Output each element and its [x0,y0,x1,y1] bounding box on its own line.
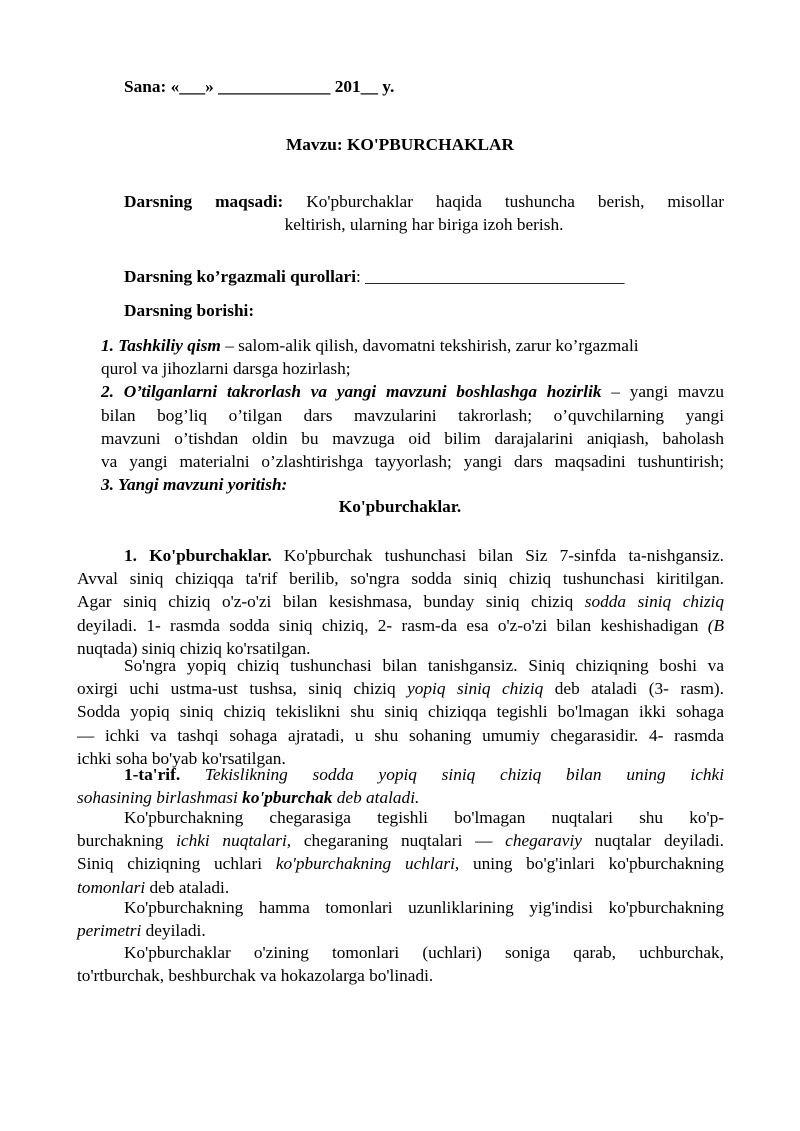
p1-line-4 [77,614,724,637]
step-2-text: – yangi mavzu [601,382,724,402]
p2-line-3: Sodda yopiq siniq chiziq tekislikni shu siniq chiziqqa tegishli bo'lmagan ikki sohaga [77,702,724,722]
step-3-title: 3. Yangi mavzuni yoritish: [101,475,288,495]
p3-text-2c: chegaraning nuqtalari — [291,831,506,851]
step-1-line-2: qurol va jihozlarni darsga hozirlash; [101,359,351,379]
p3-term-interior-points: ichki nuqtalari, [176,831,292,851]
equipment-blank: : ______________________________ [356,267,625,286]
paragraph-3 [77,806,724,899]
def-line-1 [77,763,724,786]
p4-text-2b: deyiladi. [141,921,206,941]
paragraph-1 [77,544,724,660]
p3-line-3 [77,852,724,875]
p2-line-4: — ichki va tashqi sohaga ajratadi, u shu sohaning umumiy chegarasidir. 4- rasmda [77,725,724,745]
p4-term-perimeter: perimetri [77,921,142,941]
p5-line-2: to'rtburchak, beshburchak va hokazolarga bo'linadi. [77,966,434,986]
p1-line-3 [77,590,724,613]
goal-line-2: keltirish, ularning har biriga izoh berish. [284,215,564,235]
p4-line-2 [77,919,724,942]
step-2-title: 2. O’tilganlarni takrorlash va yangi mavzuni boshlashga hozirlik [101,382,602,402]
date-line [124,77,394,97]
p2-line-2 [77,677,724,700]
goal-text-1: Ko'pburchaklar haqida tushuncha berish, misollar [306,192,724,211]
p1-text-5b: siniq chiziq ko'rsatilgan. [137,638,311,658]
p1-term-simple-polyline: sodda siniq chiziq [584,592,724,612]
step-1-text: – salom-alik qilish, davomatni tekshirish, zarur ko’rgazmali [220,336,639,355]
step-2-line-1 [101,380,724,403]
step-1-line-1 [101,334,724,357]
p1-lead: 1. Ko'pburchaklar. [124,546,272,565]
step-2-line-4: va yangi materialni o’zlashtirishga tayyorlash; yangi dars maqsadini tushuntirish; [101,451,724,471]
p1-text-5a: nuqtada) [77,638,138,658]
paragraph-5 [77,941,724,987]
p4-line-1: Ko'pburchakning hamma tomonlari uzunliklarining yig'indisi ko'pburchakning [124,898,724,917]
p3-text-2e: nuqtalar deyiladi. [581,831,725,851]
p2-term-closed-polyline: yopiq siniq chiziq [407,679,544,699]
section-title: Ko'pburchaklar. [338,497,462,516]
p1-text-4a: deyiladi. 1- rasmda sodda siniq chiziq, 2- rasm-da esa o'z-o'zi bilan keshishadigan [77,615,708,635]
p1-text-4b: (B [707,615,724,635]
paragraph-2 [77,654,724,770]
p5-line-1: Ko'pburchaklar o'zining tomonlari (uchlari) soniga qarab, uchburchak, [124,943,724,962]
step-2-line-2: bilan bog’liq o’tilgan dars mavzularini takrorlash; o’quvchilarning yangi [101,405,724,425]
goal-label: Darsning maqsadi: [124,192,284,211]
p3-text-4b: deb ataladi. [145,877,230,897]
definition-1 [77,763,724,809]
p1-line-1 [77,544,724,567]
p3-text-3c: uning bo'g'inlari ko'pburchakning [459,854,724,874]
paragraph-4 [77,896,724,942]
def-text-1: Tekislikning sodda yopiq siniq chiziq bilan uning ichki [204,765,725,784]
topic-line [0,135,800,155]
step-2-line-3: mavzuni o’tishdan oldin bu mavzuga oid bilim darajalarini aniqiash, baholash [101,428,724,448]
p1-line-2: Avval siniq chiziqqa ta'rif berilib, so'ngra sodda siniq chiziq tushunchasi kiritilgan. [77,569,724,589]
goal-line-1 [124,190,724,213]
step-1-title: 1. Tashkiliy qism [101,336,221,355]
lesson-goal [124,190,724,236]
p2-line-1: So'ngra yopiq chiziq tushunchasi bilan tanishgansiz. Siniq chiziqning boshi va [124,656,724,675]
p1-text-1: Ko'pburchak tushunchasi bilan Siz 7-sinfda ta-nishgansiz. [271,546,724,565]
def-text-2a: sohasining birlashmasi [77,788,243,808]
p2-text-2c: deb ataladi (3- rasm). [543,679,724,699]
lesson-progress-label: Darsning borishi: [124,301,255,320]
p2-line-5: ichki soha bo'yab ko'rsatilgan. [77,748,286,768]
date-label: Sana: [124,77,167,96]
def-text-2c: deb ataladi. [332,788,420,808]
p3-term-vertices: ko'pburchakning uchlari, [275,854,460,874]
topic-label: Mavzu: [285,135,343,154]
equipment-label: Darsning ko’rgazmali qurollari [124,267,357,286]
p3-text-2a: burchakning [77,831,177,851]
p3-line-2 [77,829,724,852]
p2-text-2a: oxirgi uchi ustma-ust tushsa, siniq chiziq [77,679,408,699]
lesson-equipment [124,267,624,287]
p1-text-3a: Agar siniq chiziq o'z-o'zi bilan kesishmasa, bunday siniq chiziq [77,592,585,612]
def-term-polygon: ko'pburchak [242,788,333,808]
date-blanks: «___» _____________ 201__ y. [170,77,395,96]
lesson-steps [101,334,724,496]
p3-term-sides: tomonlari [77,877,146,897]
topic-title: KO'PBURCHAKLAR [346,135,515,154]
p3-text-3a: Siniq chiziqning uchlari [77,854,276,874]
def-lead: 1-ta'rif. [124,765,181,784]
p3-line-1: Ko'pburchakning chegarasiga tegishli bo'lmagan nuqtalari shu ko'p- [124,808,724,827]
p3-term-boundary: chegaraviy [505,831,582,851]
